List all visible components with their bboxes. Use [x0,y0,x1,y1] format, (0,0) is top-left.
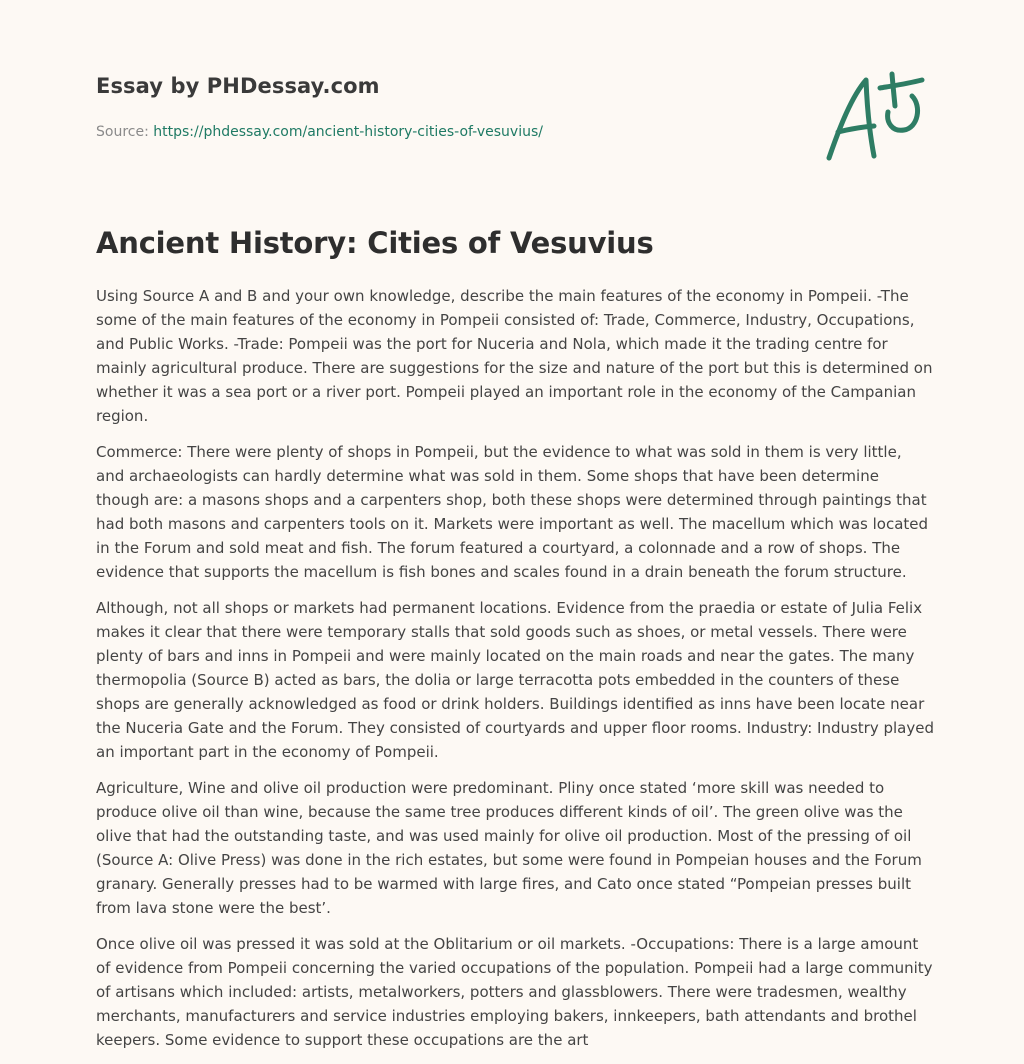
essay-header [96,74,796,140]
site-brand: Essay by PHDessay.com [96,74,380,98]
a-plus-icon [822,66,930,166]
essay-paragraph: Using Source A and B and your own knowledge, describe the main features of the economy in Pompeii. -The some of the main features of the economy in Pompeii consisted of: Trade, Commerce, Industry, Occupations, and Public Works. -Trade: Pompeii was the port for Nuceria and Nola, which made it the trading centre for mainly agricultural produce. There are suggestions for the size and nature of the port but this is determined on whether it was a sea port or a river port. Pompeii played an important role in the economy of the Campanian region. [96,287,933,425]
essay-body [96,284,934,1064]
essay-paragraph: Once olive oil was pressed it was sold at the Oblitarium or oil markets. -Occupations: There is a large amount of evidence from Pompeii concerning the varied occupations of the population. Pompeii had a large community of artisans which included: artists, metalworkers, potters and glassblowers. There were tradesmen, wealthy merchants, manufacturers and service industries employing bakers, innkeepers, bath attendants and brothel keepers. Some evidence to support these occupations are the art [96,935,933,1049]
a-plus-logo [822,66,930,166]
essay-paragraph: Although, not all shops or markets had permanent locations. Evidence from the praedia or estate of Julia Felix makes it clear that there were temporary stalls that sold goods such as shoes, or metal vessels. There were plenty of bars and inns in Pompeii and were mainly located on the main roads and near the gates. The many thermopolia (Source B) acted as bars, the dolia or large terracotta pots embedded in the counters of these shops are generally acknowledged as food or drink holders. Buildings identified as inns have been locate near the Nuceria Gate and the Forum. They consisted of courtyards and upper floor rooms. Industry: Industry played an important part in the economy of Pompeii. [96,599,934,761]
essay-paragraph: Agriculture, Wine and olive oil production were predominant. Pliny once stated ‘more skill was needed to produce olive oil than wine, because the same tree produces different kinds of oil’. The green olive was the olive that had the outstanding taste, and was used mainly for olive oil production. Most of the pressing of oil (Source A: Olive Press) was done in the rich estates, but some were found in Pompeian houses and the Forum granary. Generally presses had to be warmed with large fires, and Cato once stated “Pompeian presses built from lava stone were the best’. [96,779,922,917]
essay-paragraph: Commerce: There were plenty of shops in Pompeii, but the evidence to what was sold in them is very little, and archaeologists can hardly determine what was sold in them. Some shops that have been determine though are: a masons shops and a carpenters shop, both these shops were determined through paintings that had both masons and carpenters tools on it. Markets were important as well. The macellum which was located in the Forum and sold meat and fish. The forum featured a courtyard, a colonnade and a row of shops. The evidence that supports the macellum is fish bones and scales found in a drain beneath the forum structure. [96,443,929,581]
source-link[interactable]: https://phdessay.com/ancient-history-cities-of-vesuvius/ [153,124,543,140]
source-label: Source: [96,124,149,140]
source-line [96,124,796,140]
essay-title: Ancient History: Cities of Vesuvius [96,226,654,260]
